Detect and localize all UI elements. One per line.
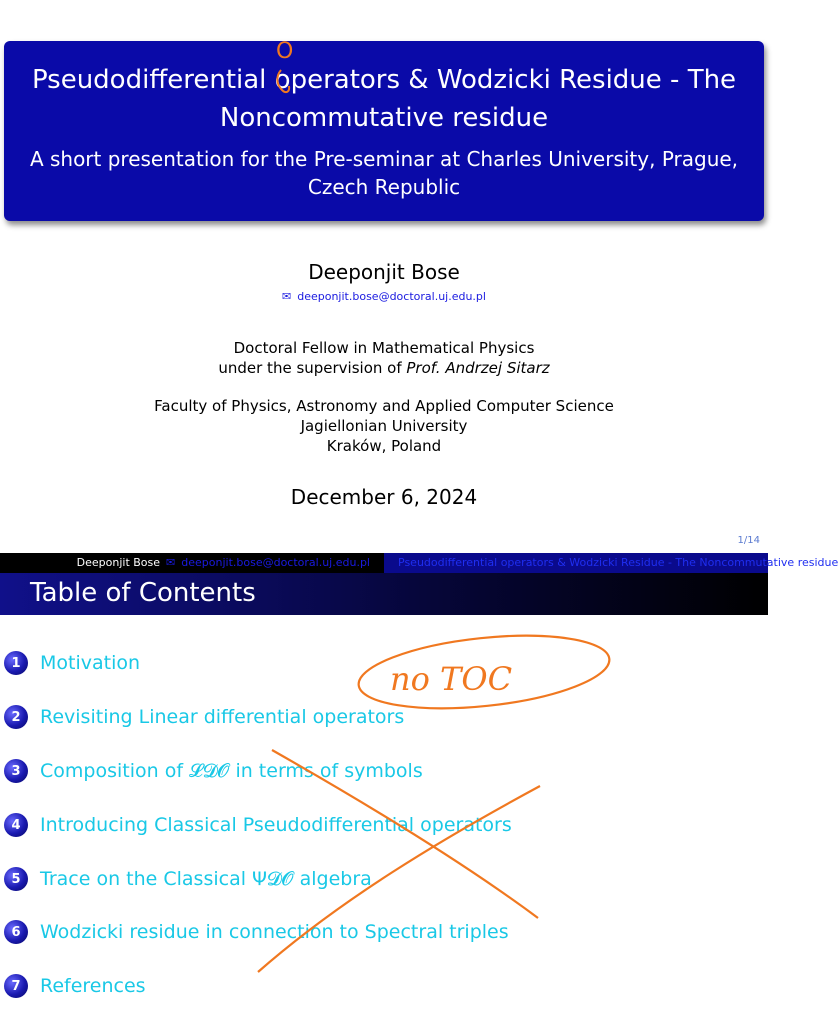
annotation-note: no TOC — [390, 660, 513, 698]
toc-link[interactable]: Composition of 𝓛𝓓𝓞 in terms of symbols — [40, 760, 423, 782]
toc-item[interactable] — [4, 702, 404, 732]
toc-link[interactable]: References — [40, 975, 146, 997]
toc-slide — [0, 553, 838, 1024]
toc-link[interactable]: Wodzicki residue in connection to Spectral triples — [40, 921, 509, 943]
presentation-title: Pseudodifferential operators & Wodzicki Residue - The Noncommutative residue — [31, 65, 737, 133]
header-envelope-icon: ✉ — [166, 556, 176, 569]
title-slide — [0, 0, 768, 553]
affiliation-line-2: Jagiellonian University — [300, 417, 468, 435]
header-bar — [0, 553, 838, 573]
affiliation-line-3: Kraków, Poland — [326, 437, 442, 455]
toc-number-badge: 4 — [4, 813, 28, 837]
author-name: Deeponjit Bose — [308, 260, 460, 284]
toc-link[interactable]: Introducing Classical Pseudodifferential operators — [40, 814, 512, 836]
presentation-subtitle: A short presentation for the Pre-seminar at Charles University, Prague, Czech Republic — [29, 147, 739, 199]
toc-item[interactable] — [4, 864, 372, 894]
toc-link[interactable]: Revisiting Linear differential operators — [40, 706, 405, 728]
role-line-2 — [0, 358, 768, 378]
presentation-date: December 6, 2024 — [290, 485, 478, 509]
toc-item[interactable] — [4, 917, 509, 947]
toc-item[interactable] — [4, 810, 512, 840]
author-email-line[interactable] — [0, 290, 768, 303]
annotation-o-mark: O — [276, 39, 294, 64]
envelope-icon: ✉ — [282, 290, 292, 303]
page-number: 1/14 — [737, 535, 760, 546]
toc-link[interactable]: Trace on the Classical Ψ𝓓𝓞 algebra — [40, 868, 372, 890]
frame-title — [0, 573, 768, 615]
affiliation — [0, 396, 768, 456]
header-title[interactable]: Pseudodifferential operators & Wodzicki Residue - The Noncommutative residue — [384, 553, 768, 573]
role-prefix: under the supervision of — [218, 359, 407, 377]
author-email[interactable]: deeponjit.bose@doctoral.uj.edu.pl — [297, 290, 486, 303]
supervisor-name: Prof. Andrzej Sitarz — [406, 359, 550, 377]
toc-link[interactable]: Motivation — [40, 652, 141, 674]
affiliation-line-1: Faculty of Physics, Astronomy and Applied Computer Science — [154, 397, 614, 415]
toc-number-badge: 3 — [4, 759, 28, 783]
toc-item[interactable] — [4, 648, 140, 678]
toc-item[interactable] — [4, 971, 146, 1001]
header-email[interactable]: deeponjit.bose@doctoral.uj.edu.pl — [181, 556, 370, 569]
author-role — [0, 338, 768, 378]
toc-number-badge: 5 — [4, 867, 28, 891]
header-left — [0, 553, 384, 573]
toc-number-badge: 1 — [4, 651, 28, 675]
title-box — [4, 41, 764, 221]
header-author: Deeponjit Bose — [76, 556, 161, 569]
toc-number-badge: 7 — [4, 974, 28, 998]
toc-number-badge: 2 — [4, 705, 28, 729]
toc-number-badge: 6 — [4, 920, 28, 944]
frame-title-text: Table of Contents — [30, 578, 256, 608]
role-line-1: Doctoral Fellow in Mathematical Physics — [233, 339, 535, 357]
toc-item[interactable] — [4, 756, 423, 786]
